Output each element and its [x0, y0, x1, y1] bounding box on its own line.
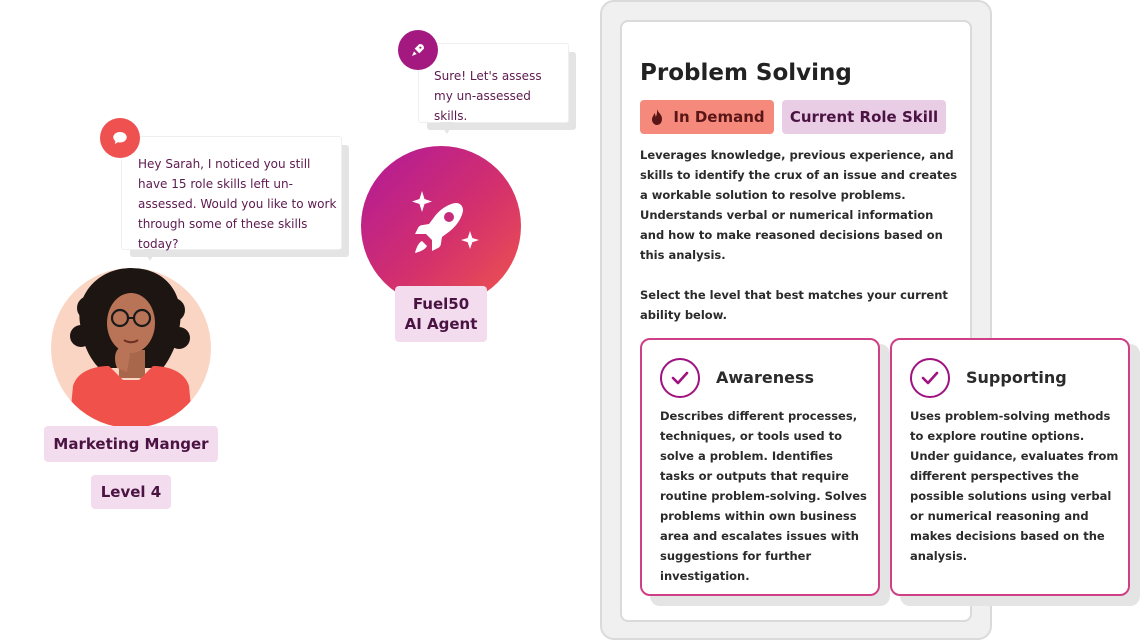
agent-avatar [361, 146, 521, 306]
skill-card [620, 20, 1119, 622]
check-circle-icon[interactable] [660, 358, 700, 398]
skill-description: Leverages knowledge, previous experience, and skills to identify the crux of an issue and creates a workable solution to resolve problems. Understands verbal or numerical information and how to make reasoned decisions based on this analysis. [640, 148, 958, 262]
level-card-supporting[interactable] [890, 338, 1130, 596]
level-title: Awareness [716, 368, 814, 387]
agent-rocket-badge-icon [398, 30, 438, 70]
user-bubble-text: Hey Sarah, I noticed you still have 15 role skills left un-assessed. Would you like to work through some of these skills today? [138, 157, 337, 251]
agent-name-line1: Fuel50 [412, 295, 470, 313]
agent-bubble-text: Sure! Let's assess my un-assessed skills. [434, 69, 542, 123]
in-demand-tag [640, 100, 774, 134]
user-role-tag: Marketing Manger [44, 426, 218, 462]
check-circle-icon[interactable] [910, 358, 950, 398]
user-avatar [51, 268, 211, 428]
rocket-sparkle-icon [396, 181, 486, 271]
level-description: Describes different processes, techniques, or tools used to solve a problem. Identifies tasks or outputs that require routine problem-solving. Solves problems within own business area and escalates issues with suggestions for further investigation. [660, 409, 867, 583]
in-demand-label: In Demand [673, 108, 765, 126]
flame-icon [649, 108, 665, 126]
user-level-tag: Level 4 [91, 475, 171, 509]
chat-icon [100, 118, 140, 158]
agent-name-tag [395, 286, 487, 342]
level-instruction: Select the level that best matches your current ability below. [640, 288, 948, 322]
level-description: Uses problem-solving methods to explore routine options. Under guidance, evaluates from different perspectives the possible solutions using verbal or numerical reasoning and makes decisions based on the analysis. [910, 409, 1119, 563]
agent-name-line2: AI Agent [404, 315, 478, 333]
current-role-skill-label: Current Role Skill [789, 108, 939, 126]
level-title: Supporting [966, 368, 1067, 387]
skill-title: Problem Solving [640, 60, 852, 86]
current-role-skill-tag [782, 100, 946, 134]
level-card-awareness[interactable] [640, 338, 880, 596]
